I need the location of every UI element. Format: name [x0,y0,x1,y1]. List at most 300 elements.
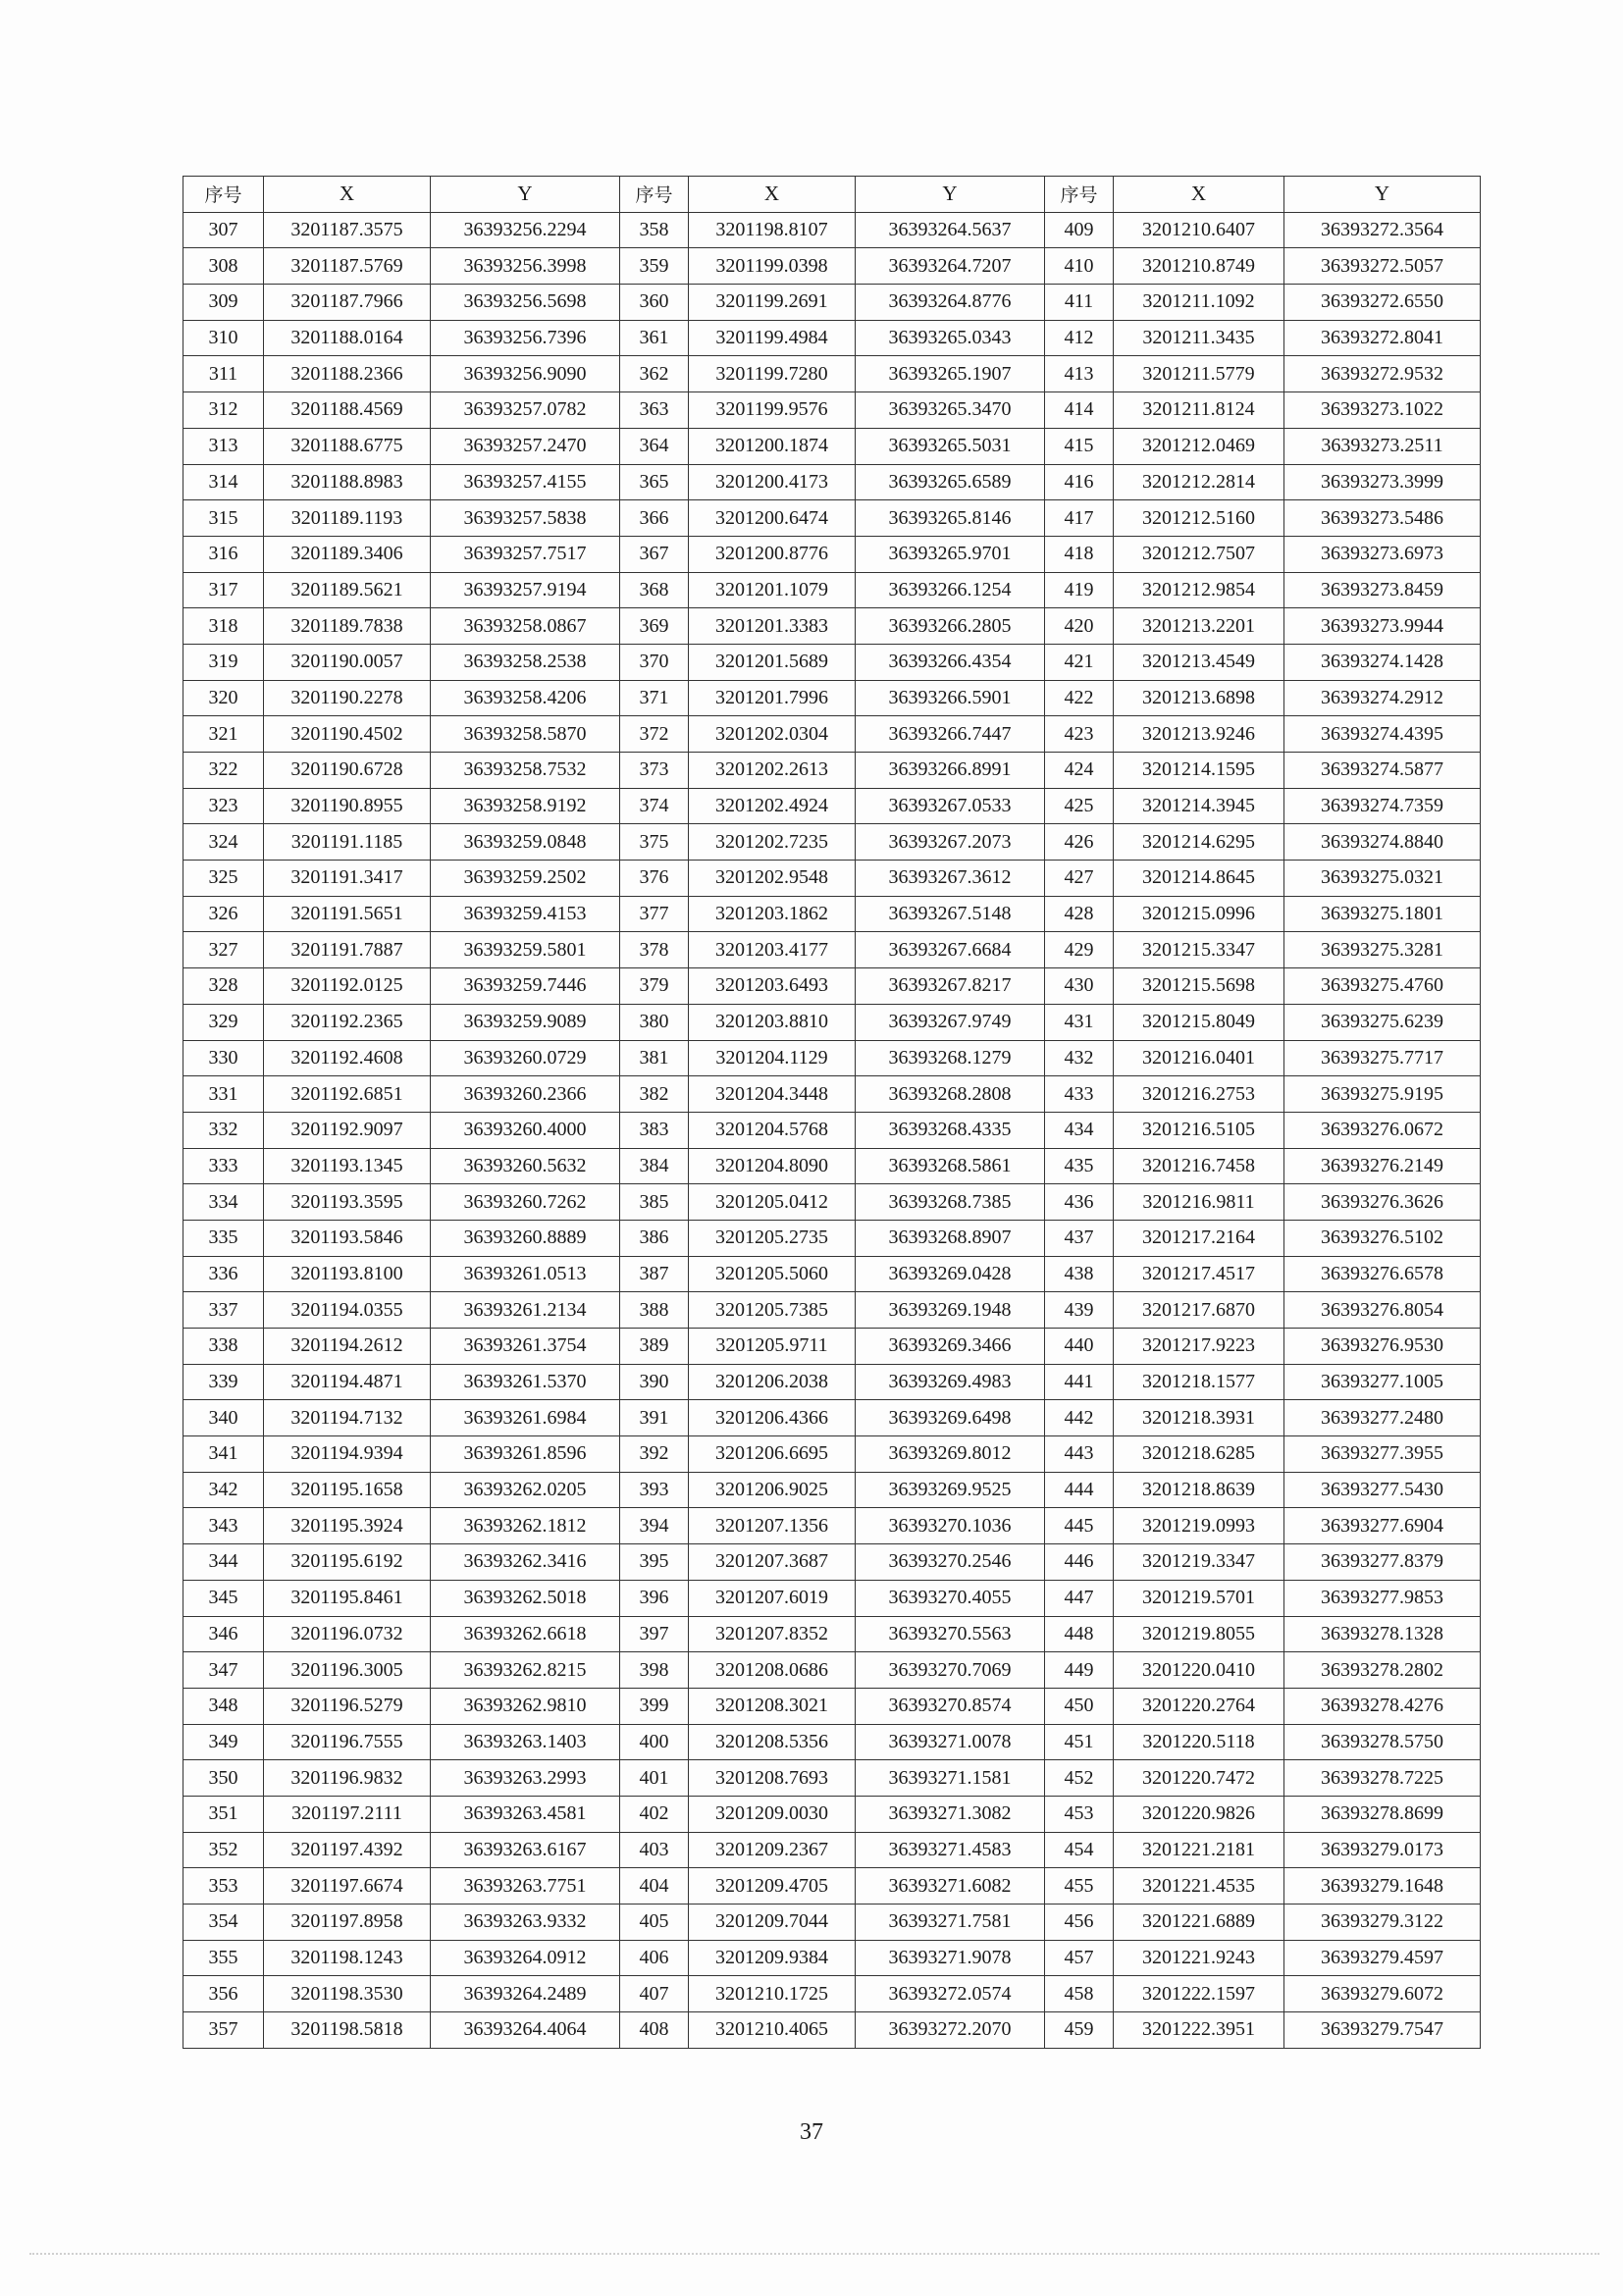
cell-y: 36393258.0867 [431,608,620,645]
cell-index: 435 [1045,1148,1114,1184]
cell-index: 360 [620,285,689,321]
table-row [183,932,1481,968]
cell-index: 394 [620,1508,689,1544]
cell-x: 3201199.4984 [689,320,856,356]
cell-y: 36393274.8840 [1284,824,1481,861]
cell-index: 362 [620,356,689,392]
cell-x: 3201188.2366 [264,356,431,392]
cell-y: 36393259.5801 [431,932,620,968]
cell-index: 381 [620,1040,689,1076]
cell-y: 36393262.9810 [431,1688,620,1724]
cell-x: 3201213.4549 [1114,644,1284,680]
table-row [183,1112,1481,1148]
cell-y: 36393267.0533 [856,788,1045,824]
cell-x: 3201205.7385 [689,1292,856,1329]
cell-x: 3201195.3924 [264,1508,431,1544]
cell-x: 3201187.7966 [264,285,431,321]
cell-y: 36393258.2538 [431,644,620,680]
cell-x: 3201218.6285 [1114,1436,1284,1473]
cell-x: 3201217.9223 [1114,1329,1284,1365]
table-row [183,861,1481,897]
cell-index: 446 [1045,1544,1114,1581]
cell-x: 3201192.9097 [264,1112,431,1148]
cell-y: 36393266.7447 [856,716,1045,753]
cell-x: 3201204.8090 [689,1148,856,1184]
cell-x: 3201204.5768 [689,1112,856,1148]
cell-x: 3201190.6728 [264,753,431,789]
cell-index: 438 [1045,1256,1114,1292]
table-row [183,1148,1481,1184]
cell-index: 348 [183,1688,264,1724]
cell-index: 365 [620,464,689,500]
cell-index: 336 [183,1256,264,1292]
cell-x: 3201198.3530 [264,1976,431,2012]
cell-index: 432 [1045,1040,1114,1076]
cell-y: 36393260.2366 [431,1076,620,1113]
column-header-index: 序号 [620,177,689,213]
cell-y: 36393257.5838 [431,500,620,537]
cell-x: 3201211.1092 [1114,285,1284,321]
table-row [183,1724,1481,1760]
cell-y: 36393265.3470 [856,392,1045,429]
cell-y: 36393273.6973 [1284,536,1481,572]
cell-index: 379 [620,968,689,1005]
cell-index: 396 [620,1580,689,1616]
cell-y: 36393270.1036 [856,1508,1045,1544]
cell-x: 3201196.3005 [264,1652,431,1689]
cell-index: 310 [183,320,264,356]
cell-index: 349 [183,1724,264,1760]
cell-y: 36393258.4206 [431,680,620,716]
cell-y: 36393261.3754 [431,1329,620,1365]
cell-y: 36393262.1812 [431,1508,620,1544]
cell-x: 3201203.4177 [689,932,856,968]
cell-index: 412 [1045,320,1114,356]
table-header-row [183,177,1481,213]
cell-index: 426 [1045,824,1114,861]
cell-y: 36393276.5102 [1284,1220,1481,1256]
cell-y: 36393275.9195 [1284,1076,1481,1113]
table-row [183,1652,1481,1689]
cell-x: 3201210.1725 [689,1976,856,2012]
cell-y: 36393258.5870 [431,716,620,753]
cell-index: 369 [620,608,689,645]
cell-x: 3201206.2038 [689,1364,856,1400]
cell-x: 3201196.7555 [264,1724,431,1760]
cell-x: 3201207.1356 [689,1508,856,1544]
cell-index: 441 [1045,1364,1114,1400]
cell-y: 36393268.7385 [856,1184,1045,1221]
cell-index: 376 [620,861,689,897]
cell-y: 36393264.2489 [431,1976,620,2012]
cell-y: 36393279.1648 [1284,1868,1481,1905]
cell-x: 3201214.6295 [1114,824,1284,861]
cell-y: 36393265.8146 [856,500,1045,537]
cell-x: 3201199.9576 [689,392,856,429]
cell-x: 3201187.5769 [264,248,431,285]
table-row [183,1256,1481,1292]
cell-index: 398 [620,1652,689,1689]
cell-x: 3201196.0732 [264,1616,431,1652]
cell-index: 326 [183,896,264,932]
cell-x: 3201209.0030 [689,1796,856,1832]
cell-y: 36393256.5698 [431,285,620,321]
cell-index: 429 [1045,932,1114,968]
cell-index: 406 [620,1940,689,1976]
cell-x: 3201218.8639 [1114,1472,1284,1508]
cell-x: 3201215.3347 [1114,932,1284,968]
cell-x: 3201214.8645 [1114,861,1284,897]
table-row [183,1976,1481,2012]
cell-x: 3201202.4924 [689,788,856,824]
cell-y: 36393265.5031 [856,428,1045,464]
cell-x: 3201213.9246 [1114,716,1284,753]
cell-y: 36393279.7547 [1284,2012,1481,2049]
cell-y: 36393261.2134 [431,1292,620,1329]
cell-x: 3201208.3021 [689,1688,856,1724]
cell-x: 3201211.8124 [1114,392,1284,429]
cell-x: 3201188.8983 [264,464,431,500]
cell-x: 3201195.8461 [264,1580,431,1616]
coordinate-table [183,176,1481,2049]
column-header-index: 序号 [183,177,264,213]
cell-x: 3201203.1862 [689,896,856,932]
cell-x: 3201196.9832 [264,1760,431,1797]
cell-y: 36393266.2805 [856,608,1045,645]
cell-y: 36393271.7581 [856,1905,1045,1941]
cell-x: 3201222.1597 [1114,1976,1284,2012]
cell-x: 3201190.0057 [264,644,431,680]
table-row [183,1364,1481,1400]
cell-index: 455 [1045,1868,1114,1905]
cell-x: 3201210.6407 [1114,212,1284,248]
cell-y: 36393273.8459 [1284,572,1481,608]
cell-y: 36393272.9532 [1284,356,1481,392]
cell-index: 401 [620,1760,689,1797]
page-number: 37 [800,2119,823,2145]
table-row [183,1436,1481,1473]
table-row [183,356,1481,392]
table-row [183,1580,1481,1616]
table-row [183,1796,1481,1832]
cell-index: 454 [1045,1832,1114,1868]
cell-y: 36393257.2470 [431,428,620,464]
cell-index: 425 [1045,788,1114,824]
cell-y: 36393262.8215 [431,1652,620,1689]
cell-x: 3201192.6851 [264,1076,431,1113]
cell-index: 370 [620,644,689,680]
cell-x: 3201190.2278 [264,680,431,716]
cell-y: 36393269.9525 [856,1472,1045,1508]
cell-index: 368 [620,572,689,608]
cell-x: 3201212.0469 [1114,428,1284,464]
cell-y: 36393257.9194 [431,572,620,608]
cell-index: 421 [1045,644,1114,680]
cell-index: 353 [183,1868,264,1905]
cell-x: 3201188.0164 [264,320,431,356]
cell-x: 3201216.7458 [1114,1148,1284,1184]
cell-x: 3201201.1079 [689,572,856,608]
cell-y: 36393263.7751 [431,1868,620,1905]
column-header-x: X [1114,177,1284,213]
cell-x: 3201198.5818 [264,2012,431,2049]
cell-x: 3201192.4608 [264,1040,431,1076]
cell-y: 36393261.6984 [431,1400,620,1436]
cell-y: 36393276.3626 [1284,1184,1481,1221]
cell-y: 36393273.1022 [1284,392,1481,429]
cell-x: 3201208.5356 [689,1724,856,1760]
cell-y: 36393279.6072 [1284,1976,1481,2012]
cell-x: 3201217.6870 [1114,1292,1284,1329]
cell-index: 367 [620,536,689,572]
cell-index: 309 [183,285,264,321]
cell-index: 414 [1045,392,1114,429]
cell-x: 3201208.7693 [689,1760,856,1797]
table-row [183,1760,1481,1797]
cell-index: 355 [183,1940,264,1976]
cell-index: 420 [1045,608,1114,645]
cell-index: 428 [1045,896,1114,932]
table-row [183,1329,1481,1365]
cell-index: 433 [1045,1076,1114,1113]
cell-y: 36393264.0912 [431,1940,620,1976]
cell-index: 403 [620,1832,689,1868]
cell-x: 3201219.3347 [1114,1544,1284,1581]
table-row [183,392,1481,429]
cell-x: 3201189.1193 [264,500,431,537]
cell-x: 3201200.8776 [689,536,856,572]
cell-index: 359 [620,248,689,285]
cell-index: 382 [620,1076,689,1113]
cell-x: 3201206.9025 [689,1472,856,1508]
cell-index: 380 [620,1004,689,1040]
cell-y: 36393277.2480 [1284,1400,1481,1436]
cell-x: 3201197.8958 [264,1905,431,1941]
cell-index: 384 [620,1148,689,1184]
cell-index: 442 [1045,1400,1114,1436]
table-row [183,212,1481,248]
cell-x: 3201191.7887 [264,932,431,968]
cell-y: 36393269.0428 [856,1256,1045,1292]
cell-y: 36393275.3281 [1284,932,1481,968]
table-row [183,500,1481,537]
cell-x: 3201212.9854 [1114,572,1284,608]
cell-y: 36393268.2808 [856,1076,1045,1113]
table-row [183,1616,1481,1652]
cell-x: 3201207.8352 [689,1616,856,1652]
cell-x: 3201193.3595 [264,1184,431,1221]
cell-x: 3201210.8749 [1114,248,1284,285]
cell-index: 447 [1045,1580,1114,1616]
cell-x: 3201209.9384 [689,1940,856,1976]
cell-x: 3201215.5698 [1114,968,1284,1005]
cell-x: 3201207.6019 [689,1580,856,1616]
cell-x: 3201216.0401 [1114,1040,1284,1076]
cell-y: 36393260.5632 [431,1148,620,1184]
cell-y: 36393267.5148 [856,896,1045,932]
cell-x: 3201204.1129 [689,1040,856,1076]
cell-y: 36393258.7532 [431,753,620,789]
cell-index: 386 [620,1220,689,1256]
cell-index: 337 [183,1292,264,1329]
cell-index: 338 [183,1329,264,1365]
cell-index: 395 [620,1544,689,1581]
cell-y: 36393269.1948 [856,1292,1045,1329]
cell-x: 3201196.5279 [264,1688,431,1724]
table-row [183,968,1481,1005]
cell-index: 333 [183,1148,264,1184]
cell-y: 36393278.1328 [1284,1616,1481,1652]
cell-y: 36393268.4335 [856,1112,1045,1148]
cell-y: 36393268.5861 [856,1148,1045,1184]
cell-y: 36393269.8012 [856,1436,1045,1473]
cell-index: 340 [183,1400,264,1436]
cell-x: 3201209.4705 [689,1868,856,1905]
cell-index: 436 [1045,1184,1114,1221]
cell-y: 36393275.4760 [1284,968,1481,1005]
column-header-x: X [264,177,431,213]
cell-index: 449 [1045,1652,1114,1689]
cell-y: 36393278.8699 [1284,1796,1481,1832]
cell-index: 358 [620,212,689,248]
cell-x: 3201220.9826 [1114,1796,1284,1832]
table-row [183,428,1481,464]
cell-index: 383 [620,1112,689,1148]
cell-index: 313 [183,428,264,464]
cell-y: 36393273.3999 [1284,464,1481,500]
cell-index: 318 [183,608,264,645]
cell-y: 36393260.8889 [431,1220,620,1256]
cell-x: 3201197.2111 [264,1796,431,1832]
cell-index: 314 [183,464,264,500]
cell-index: 439 [1045,1292,1114,1329]
cell-y: 36393270.4055 [856,1580,1045,1616]
cell-x: 3201214.3945 [1114,788,1284,824]
table-row [183,285,1481,321]
table-row [183,1544,1481,1581]
cell-x: 3201199.2691 [689,285,856,321]
cell-y: 36393275.6239 [1284,1004,1481,1040]
cell-y: 36393276.2149 [1284,1148,1481,1184]
table-row [183,248,1481,285]
cell-index: 341 [183,1436,264,1473]
cell-x: 3201206.4366 [689,1400,856,1436]
cell-index: 354 [183,1905,264,1941]
cell-y: 36393277.3955 [1284,1436,1481,1473]
cell-x: 3201188.6775 [264,428,431,464]
cell-y: 36393259.9089 [431,1004,620,1040]
cell-y: 36393270.7069 [856,1652,1045,1689]
cell-y: 36393275.0321 [1284,861,1481,897]
cell-index: 437 [1045,1220,1114,1256]
cell-index: 444 [1045,1472,1114,1508]
cell-index: 356 [183,1976,264,2012]
cell-x: 3201207.3687 [689,1544,856,1581]
cell-index: 413 [1045,356,1114,392]
cell-y: 36393275.7717 [1284,1040,1481,1076]
cell-index: 328 [183,968,264,1005]
cell-y: 36393277.9853 [1284,1580,1481,1616]
column-header-x: X [689,177,856,213]
cell-y: 36393276.0672 [1284,1112,1481,1148]
cell-y: 36393264.8776 [856,285,1045,321]
cell-y: 36393267.2073 [856,824,1045,861]
cell-x: 3201213.6898 [1114,680,1284,716]
cell-y: 36393273.5486 [1284,500,1481,537]
cell-x: 3201221.2181 [1114,1832,1284,1868]
cell-index: 431 [1045,1004,1114,1040]
table-row [183,824,1481,861]
cell-y: 36393267.3612 [856,861,1045,897]
cell-index: 332 [183,1112,264,1148]
cell-y: 36393257.4155 [431,464,620,500]
table-row [183,753,1481,789]
cell-y: 36393266.4354 [856,644,1045,680]
cell-index: 404 [620,1868,689,1905]
table-row [183,1400,1481,1436]
cell-index: 345 [183,1580,264,1616]
cell-x: 3201216.2753 [1114,1076,1284,1113]
cell-x: 3201194.0355 [264,1292,431,1329]
cell-index: 361 [620,320,689,356]
cell-x: 3201202.2613 [689,753,856,789]
cell-index: 443 [1045,1436,1114,1473]
cell-x: 3201210.4065 [689,2012,856,2049]
cell-y: 36393277.1005 [1284,1364,1481,1400]
cell-x: 3201218.1577 [1114,1364,1284,1400]
cell-index: 409 [1045,212,1114,248]
table-row [183,1292,1481,1329]
cell-x: 3201202.0304 [689,716,856,753]
cell-x: 3201209.2367 [689,1832,856,1868]
table-row [183,716,1481,753]
cell-index: 415 [1045,428,1114,464]
cell-index: 346 [183,1616,264,1652]
cell-index: 307 [183,212,264,248]
cell-index: 407 [620,1976,689,2012]
cell-x: 3201193.8100 [264,1256,431,1292]
cell-y: 36393262.6618 [431,1616,620,1652]
cell-index: 363 [620,392,689,429]
cell-x: 3201221.9243 [1114,1940,1284,1976]
cell-x: 3201200.1874 [689,428,856,464]
cell-index: 458 [1045,1976,1114,2012]
cell-index: 387 [620,1256,689,1292]
cell-x: 3201188.4569 [264,392,431,429]
cell-y: 36393272.8041 [1284,320,1481,356]
cell-index: 321 [183,716,264,753]
table-row [183,320,1481,356]
cell-x: 3201222.3951 [1114,2012,1284,2049]
cell-y: 36393266.8991 [856,753,1045,789]
cell-y: 36393257.0782 [431,392,620,429]
cell-index: 430 [1045,968,1114,1005]
cell-x: 3201213.2201 [1114,608,1284,645]
cell-y: 36393263.9332 [431,1905,620,1941]
cell-index: 393 [620,1472,689,1508]
cell-index: 385 [620,1184,689,1221]
cell-index: 323 [183,788,264,824]
cell-y: 36393269.6498 [856,1400,1045,1436]
cell-x: 3201202.7235 [689,824,856,861]
cell-x: 3201211.5779 [1114,356,1284,392]
table-row [183,608,1481,645]
cell-x: 3201192.0125 [264,968,431,1005]
cell-index: 329 [183,1004,264,1040]
table-row [183,464,1481,500]
cell-x: 3201189.7838 [264,608,431,645]
cell-x: 3201202.9548 [689,861,856,897]
